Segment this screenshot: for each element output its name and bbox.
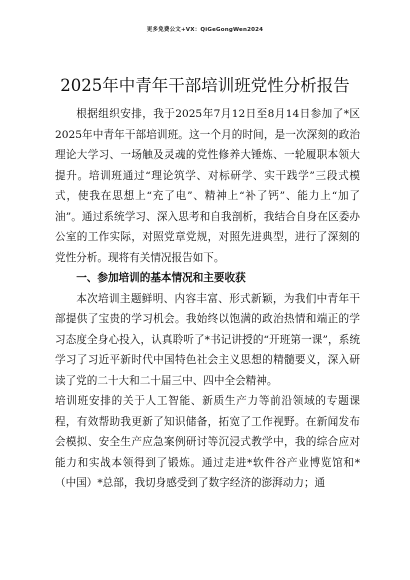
body-paragraph: 培训班安排的关于人工智能、新质生产力等前沿领域的专题课程，有效帮助我更新了知识储备，拓宽了工作视野。在新闻发布会模拟、安全生产应急案例研讨等沉浸式教学中，我的综合应对能力和实战本领得到了锻炼。通过走进*软件谷产业博览馆和*（中国）*总部，我切身感受到了数字经济的澎湃动力；通 xyxy=(55,395,360,489)
section-heading: 一、参加培训的基本情况和主要收获 xyxy=(76,272,246,284)
watermark-text: 更多免费公文+VX：QiGeGongWen2024 xyxy=(146,27,264,33)
document-title: 2025年中青年干部培训班党性分析报告 xyxy=(60,76,350,95)
document-body xyxy=(55,104,360,494)
body-paragraph: 本次培训主题鲜明、内容丰富、形式新颖，为我们中青年干部提供了宝贵的学习机会。我始终以饱满的政治热情和端正的学习态度全身心投入，认真聆听了*书记讲授的“开班第一课”，系统学习了习近平新时代中国特色社会主义思想的精髓要义，深入研读了党的二十大和二十届三中、四中全会精神。 xyxy=(55,292,360,387)
intro-paragraph: 根据组织安排，我于2025年7月12日至8月14日参加了*区2025年中青年干部培训班。这一个月的时间，是一次深刻的政治理论大学习、一场触及灵魂的党性修养大锤炼、一轮履职本领大提升。培训班通过“理论筑学、对标研学、实干践学”三段式模式，使我在思想上“充了电”、精神上“补了钙”、能力上“加了油”。通过系统学习、深入思考和自我剖析，我结合自身在区委办公室的工作实际，对照党章党规，对照先进典型，进行了深刻的党性分析。现将有关情况报告如下。 xyxy=(55,108,360,264)
